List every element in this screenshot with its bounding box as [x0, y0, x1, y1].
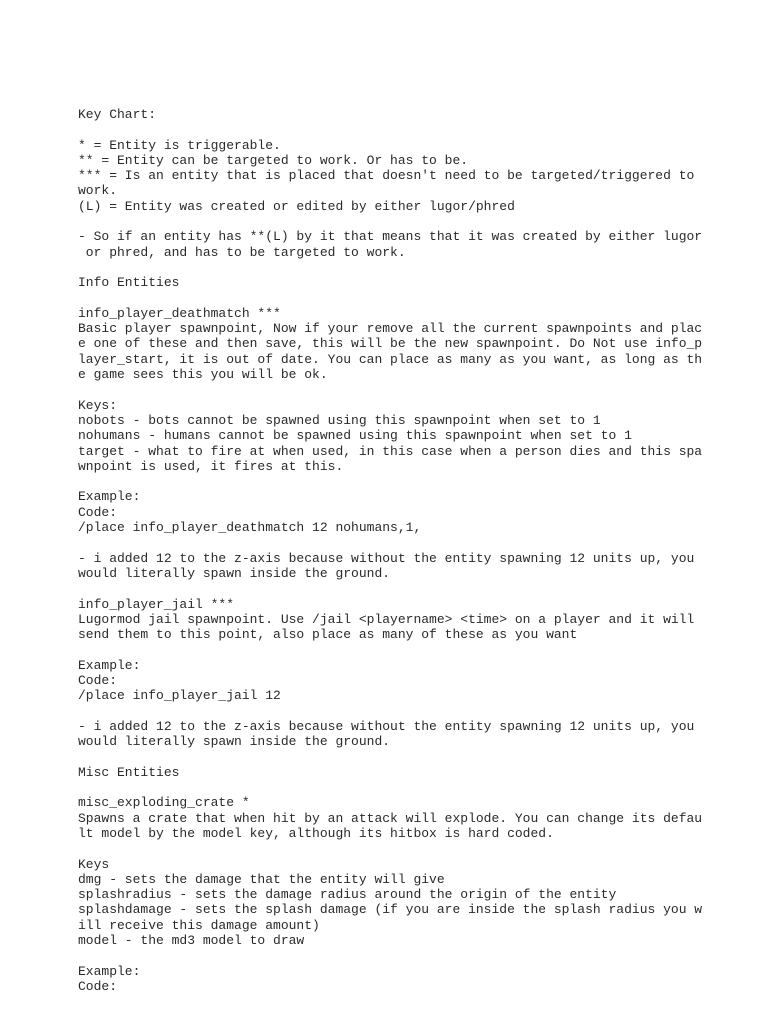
text-line	[78, 214, 718, 229]
text-line: (L) = Entity was created or edited by either lugor/phred	[78, 198, 515, 214]
text-line	[78, 122, 718, 137]
text-line: *** = Is an entity that is placed that doesn't need to be targeted/triggered to	[78, 168, 695, 184]
text-line	[78, 841, 718, 856]
text-line: nobots - bots cannot be spawned using this spawnpoint when set to 1	[78, 412, 601, 428]
text-line: /place info_player_jail 12	[78, 688, 281, 704]
text-line: ** = Entity can be targeted to work. Or has to be.	[78, 152, 469, 168]
text-line: Info Entities	[78, 275, 180, 291]
text-line	[78, 642, 718, 657]
text-line: info_player_deathmatch ***	[78, 305, 281, 321]
text-line: Misc Entities	[78, 764, 180, 780]
text-line: dmg - sets the damage that the entity will give	[78, 871, 445, 887]
text-line: /place info_player_deathmatch 12 nohumans,1,	[78, 520, 422, 536]
text-line: Code:	[78, 504, 118, 520]
text-line: nohumans - humans cannot be spawned using this spawnpoint when set to 1	[78, 428, 632, 444]
text-line: work.	[78, 183, 118, 199]
text-line: Example:	[78, 489, 141, 505]
text-line: Key Chart:	[78, 107, 157, 122]
text-line: ill receive this damage amount)	[78, 917, 320, 933]
text-line: e game sees this you will be ok.	[78, 367, 328, 383]
text-line: or phred, and has to be targeted to work.	[78, 244, 406, 260]
text-line	[78, 780, 718, 795]
text-line: layer_start, it is out of date. You can place as many as you want, as long as th	[78, 351, 703, 367]
text-line: Lugormod jail spawnpoint. Use /jail <playername> <time> on a player and it will	[78, 611, 695, 627]
text-line: send them to this point, also place as many of these as you want	[78, 627, 578, 643]
text-line: Spawns a crate that when hit by an attack will explode. You can change its defau	[78, 810, 703, 826]
text-line: would literally spawn inside the ground.	[78, 734, 391, 750]
text-line: - So if an entity has **(L) by it that means that it was created by either lugor	[78, 229, 703, 245]
text-line	[78, 382, 718, 397]
text-line	[78, 948, 718, 963]
text-line: Keys	[78, 856, 110, 872]
text-line: Keys:	[78, 397, 118, 413]
text-line	[78, 260, 718, 275]
text-line: - i added 12 to the z-axis because without the entity spawning 12 units up, you	[78, 550, 695, 566]
text-line: e one of these and then save, this will be the new spawnpoint. Do Not use info_p	[78, 336, 703, 352]
text-line: Code:	[78, 672, 118, 688]
text-line	[78, 291, 718, 306]
text-line: splashdamage - sets the splash damage (if you are inside the splash radius you w	[78, 902, 703, 918]
text-line: splashradius - sets the damage radius around the origin of the entity	[78, 887, 617, 903]
text-line: * = Entity is triggerable.	[78, 137, 281, 153]
text-line	[78, 749, 718, 764]
text-line: - i added 12 to the z-axis because without the entity spawning 12 units up, you	[78, 718, 695, 734]
text-line	[78, 581, 718, 596]
text-line: misc_exploding_crate *	[78, 795, 250, 811]
text-line: wnpoint is used, it fires at this.	[78, 458, 344, 474]
text-line: would literally spawn inside the ground.	[78, 565, 391, 581]
text-line: Code:	[78, 978, 118, 994]
text-line: lt model by the model key, although its hitbox is hard coded.	[78, 825, 554, 841]
text-line: Example:	[78, 657, 141, 673]
text-line	[78, 704, 718, 719]
text-line: Example:	[78, 963, 141, 979]
text-line	[78, 535, 718, 550]
document-body	[78, 107, 718, 994]
text-line: Basic player spawnpoint, Now if your remove all the current spawnpoints and plac	[78, 321, 703, 337]
text-line: info_player_jail ***	[78, 596, 235, 612]
text-line	[78, 474, 718, 489]
text-line: target - what to fire at when used, in this case when a person dies and this spa	[78, 443, 703, 459]
text-line: model - the md3 model to draw	[78, 933, 305, 949]
